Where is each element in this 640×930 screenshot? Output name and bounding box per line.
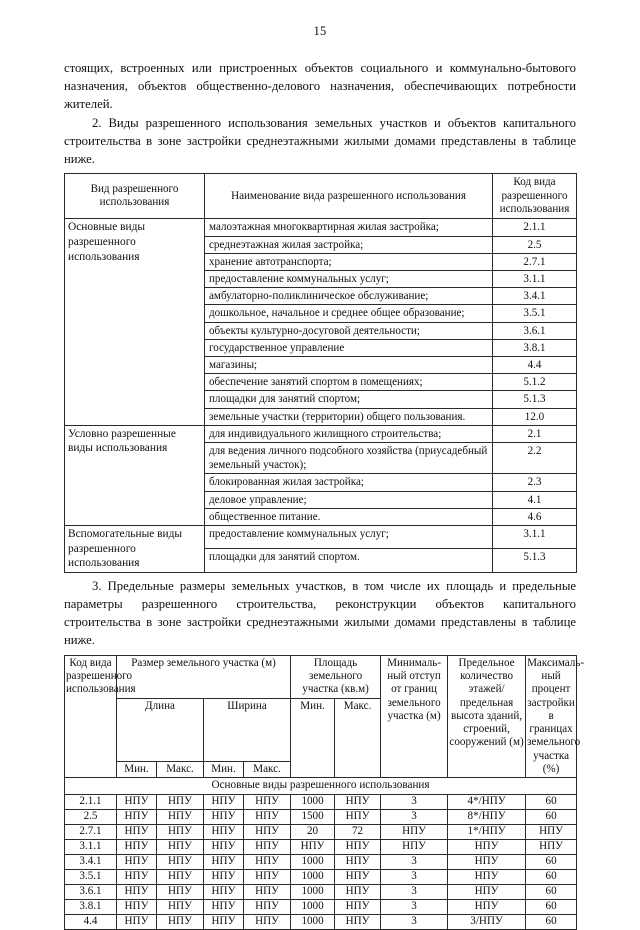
area-min-cell: 1000 <box>291 899 335 914</box>
table-row <box>65 884 577 899</box>
width-max-cell: НПУ <box>244 854 291 869</box>
width-min-cell: НПУ <box>204 854 244 869</box>
paragraph-3: 3. Предельные размеры земельных участков, в том числе их площадь и предельные параметры разрешенного строительства, реконструкции объектов капитального строительства в зоне застройки среднеэтажными жилыми домами представлены в таблице ниже. <box>64 578 576 648</box>
group-label-cell: Условно разрешенные виды использования <box>65 425 205 525</box>
use-code-cell: 5.1.2 <box>493 374 577 391</box>
table-row <box>65 899 577 914</box>
section-label-cell: Основные виды разрешенного использования <box>65 778 577 794</box>
use-name-cell: дошкольное, начальное и среднее общее образование; <box>205 305 493 322</box>
table-section-row <box>65 778 577 794</box>
use-code-cell: 4.6 <box>493 508 577 525</box>
use-code-cell: 2.1 <box>493 425 577 442</box>
length-max-cell: НПУ <box>157 794 204 809</box>
code-cell: 4.4 <box>65 914 117 929</box>
use-code-cell: 3.5.1 <box>493 305 577 322</box>
floors-cell: НПУ <box>448 854 526 869</box>
page-content <box>64 39 585 930</box>
setback-cell: НПУ <box>381 839 448 854</box>
use-code-cell: 2.2 <box>493 443 577 474</box>
width-min-cell: НПУ <box>204 809 244 824</box>
area-max-cell: НПУ <box>335 914 381 929</box>
use-name-cell: магазины; <box>205 357 493 374</box>
paragraph-2: 2. Виды разрешенного использования земельных участков и объектов капитального строительства в зоне застройки среднеэтажными жилыми домами представлены в таблице ниже. <box>64 115 576 167</box>
length-min-cell: НПУ <box>117 824 157 839</box>
use-code-cell: 2.1.1 <box>493 219 577 236</box>
length-max-cell: НПУ <box>157 884 204 899</box>
area-max-cell: НПУ <box>335 884 381 899</box>
code-cell: 3.6.1 <box>65 884 117 899</box>
coverage-cell: 60 <box>526 884 577 899</box>
header-cell-coverage: Максималь-ный процент застройки в границах земельного участка (%) <box>526 655 577 778</box>
use-name-cell: для ведения личного подсобного хозяйства (приусадебный земельный участок); <box>205 443 493 474</box>
length-min-cell: НПУ <box>117 899 157 914</box>
header-cell-width-min: Мин. <box>204 762 244 778</box>
table-row <box>65 824 577 839</box>
use-name-cell: для индивидуального жилищного строительства; <box>205 425 493 442</box>
header-cell-code: Код вида разрешенного использования <box>65 655 117 778</box>
area-max-cell: НПУ <box>335 839 381 854</box>
use-name-cell: среднеэтажная жилая застройка; <box>205 236 493 253</box>
area-min-cell: 1000 <box>291 869 335 884</box>
area-min-cell: 20 <box>291 824 335 839</box>
area-max-cell: НПУ <box>335 854 381 869</box>
use-code-cell: 4.1 <box>493 491 577 508</box>
width-min-cell: НПУ <box>204 884 244 899</box>
page-number: 15 <box>313 24 327 38</box>
header-cell-use-code: Код вида разрешенного использования <box>493 174 577 219</box>
length-min-cell: НПУ <box>117 869 157 884</box>
use-code-cell: 12.0 <box>493 408 577 425</box>
document-page <box>0 24 640 929</box>
length-min-cell: НПУ <box>117 794 157 809</box>
use-code-cell: 3.4.1 <box>493 288 577 305</box>
table-header-row-1 <box>65 655 577 698</box>
floors-cell: НПУ <box>448 899 526 914</box>
area-max-cell: НПУ <box>335 869 381 884</box>
length-min-cell: НПУ <box>117 854 157 869</box>
use-code-cell: 3.1.1 <box>493 271 577 288</box>
floors-cell: 1*/НПУ <box>448 824 526 839</box>
length-max-cell: НПУ <box>157 899 204 914</box>
code-cell: 3.8.1 <box>65 899 117 914</box>
width-min-cell: НПУ <box>204 824 244 839</box>
width-max-cell: НПУ <box>244 809 291 824</box>
setback-cell: 3 <box>381 899 448 914</box>
floors-cell: 4*/НПУ <box>448 794 526 809</box>
table-row <box>65 794 577 809</box>
limits-parameters-table <box>64 655 585 930</box>
group-label-cell: Вспомогательные виды разрешенного использования <box>65 526 205 573</box>
area-min-cell: 1000 <box>291 884 335 899</box>
length-min-cell: НПУ <box>117 839 157 854</box>
use-name-cell: малоэтажная многоквартирная жилая застройка; <box>205 219 493 236</box>
length-min-cell: НПУ <box>117 884 157 899</box>
table-row <box>65 914 577 929</box>
coverage-cell: 60 <box>526 914 577 929</box>
table-row <box>65 425 577 442</box>
width-min-cell: НПУ <box>204 839 244 854</box>
area-max-cell: НПУ <box>335 794 381 809</box>
header-cell-plot-area: Площадь земельного участка (кв.м) <box>291 655 381 698</box>
use-name-cell: предоставление коммунальных услуг; <box>205 526 493 549</box>
use-code-cell: 2.3 <box>493 474 577 491</box>
use-name-cell: земельные участки (территории) общего пользования. <box>205 408 493 425</box>
header-cell-length: Длина <box>117 698 204 761</box>
length-max-cell: НПУ <box>157 854 204 869</box>
use-code-cell: 3.8.1 <box>493 339 577 356</box>
header-cell-area-min: Мин. <box>291 698 335 778</box>
area-max-cell: НПУ <box>335 809 381 824</box>
area-max-cell: НПУ <box>335 899 381 914</box>
coverage-cell: 60 <box>526 809 577 824</box>
length-max-cell: НПУ <box>157 914 204 929</box>
floors-cell: НПУ <box>448 884 526 899</box>
header-cell-plot-size: Размер земельного участка (м) <box>117 655 291 698</box>
use-code-cell: 4.4 <box>493 357 577 374</box>
header-cell-use-name: Наименование вида разрешенного использования <box>205 174 493 219</box>
coverage-cell: 60 <box>526 794 577 809</box>
coverage-cell: 60 <box>526 899 577 914</box>
group-label-cell: Основные виды разрешенного использования <box>65 219 205 425</box>
width-max-cell: НПУ <box>244 839 291 854</box>
code-cell: 3.4.1 <box>65 854 117 869</box>
use-name-cell: блокированная жилая застройка; <box>205 474 493 491</box>
coverage-cell: НПУ <box>526 839 577 854</box>
floors-cell: НПУ <box>448 839 526 854</box>
header-cell-use-kind: Вид разрешенного использования <box>65 174 205 219</box>
width-min-cell: НПУ <box>204 869 244 884</box>
header-cell-setback: Минималь-ный отступ от границ земельного участка (м) <box>381 655 448 778</box>
table-header-row <box>65 174 577 219</box>
width-max-cell: НПУ <box>244 794 291 809</box>
setback-cell: 3 <box>381 869 448 884</box>
width-max-cell: НПУ <box>244 824 291 839</box>
length-min-cell: НПУ <box>117 809 157 824</box>
setback-cell: 3 <box>381 854 448 869</box>
header-cell-width-max: Макс. <box>244 762 291 778</box>
table-row <box>65 854 577 869</box>
header-cell-area-max: Макс. <box>335 698 381 778</box>
length-max-cell: НПУ <box>157 824 204 839</box>
use-name-cell: государственное управление <box>205 339 493 356</box>
use-code-cell: 5.1.3 <box>493 391 577 408</box>
use-name-cell: общественное питание. <box>205 508 493 525</box>
code-cell: 3.1.1 <box>65 839 117 854</box>
use-name-cell: объекты культурно-досуговой деятельности; <box>205 322 493 339</box>
floors-cell: 8*/НПУ <box>448 809 526 824</box>
width-min-cell: НПУ <box>204 899 244 914</box>
area-min-cell: 1500 <box>291 809 335 824</box>
table-row <box>65 219 577 236</box>
width-min-cell: НПУ <box>204 914 244 929</box>
length-max-cell: НПУ <box>157 839 204 854</box>
use-code-cell: 5.1.3 <box>493 549 577 572</box>
header-cell-length-max: Макс. <box>157 762 204 778</box>
use-code-cell: 2.5 <box>493 236 577 253</box>
setback-cell: 3 <box>381 884 448 899</box>
table-row <box>65 869 577 884</box>
coverage-cell: НПУ <box>526 824 577 839</box>
width-min-cell: НПУ <box>204 794 244 809</box>
code-cell: 3.5.1 <box>65 869 117 884</box>
use-name-cell: площадки для занятий спортом. <box>205 549 493 572</box>
floors-cell: НПУ <box>448 869 526 884</box>
use-name-cell: хранение автотранспорта; <box>205 253 493 270</box>
use-name-cell: площадки для занятий спортом; <box>205 391 493 408</box>
width-max-cell: НПУ <box>244 914 291 929</box>
setback-cell: 3 <box>381 809 448 824</box>
length-max-cell: НПУ <box>157 809 204 824</box>
use-name-cell: предоставление коммунальных услуг; <box>205 271 493 288</box>
setback-cell: НПУ <box>381 824 448 839</box>
area-max-cell: 72 <box>335 824 381 839</box>
table-row <box>65 839 577 854</box>
use-name-cell: обеспечение занятий спортом в помещениях; <box>205 374 493 391</box>
area-min-cell: 1000 <box>291 794 335 809</box>
use-name-cell: деловое управление; <box>205 491 493 508</box>
width-max-cell: НПУ <box>244 884 291 899</box>
setback-cell: 3 <box>381 914 448 929</box>
width-max-cell: НПУ <box>244 899 291 914</box>
use-name-cell: амбулаторно-поликлиническое обслуживание; <box>205 288 493 305</box>
table-row <box>65 526 577 549</box>
length-max-cell: НПУ <box>157 869 204 884</box>
area-min-cell: НПУ <box>291 839 335 854</box>
paragraph-1: стоящих, встроенных или пристроенных объектов социального и коммунально-бытового назначения, объектов общественно-делового назначения, обеспечивающих потребности жителей. <box>64 61 576 112</box>
code-cell: 2.5 <box>65 809 117 824</box>
header-cell-length-min: Мин. <box>117 762 157 778</box>
coverage-cell: 60 <box>526 854 577 869</box>
area-min-cell: 1000 <box>291 914 335 929</box>
use-code-cell: 2.7.1 <box>493 253 577 270</box>
code-cell: 2.7.1 <box>65 824 117 839</box>
floors-cell: 3/НПУ <box>448 914 526 929</box>
permitted-use-table <box>64 173 577 573</box>
table-row <box>65 809 577 824</box>
code-cell: 2.1.1 <box>65 794 117 809</box>
coverage-cell: 60 <box>526 869 577 884</box>
area-min-cell: 1000 <box>291 854 335 869</box>
setback-cell: 3 <box>381 794 448 809</box>
header-cell-width: Ширина <box>204 698 291 761</box>
width-max-cell: НПУ <box>244 869 291 884</box>
header-cell-floors: Предельное количество этажей/ предельная высота зданий, строений, сооружений (м) <box>448 655 526 778</box>
use-code-cell: 3.6.1 <box>493 322 577 339</box>
use-code-cell: 3.1.1 <box>493 526 577 549</box>
length-min-cell: НПУ <box>117 914 157 929</box>
